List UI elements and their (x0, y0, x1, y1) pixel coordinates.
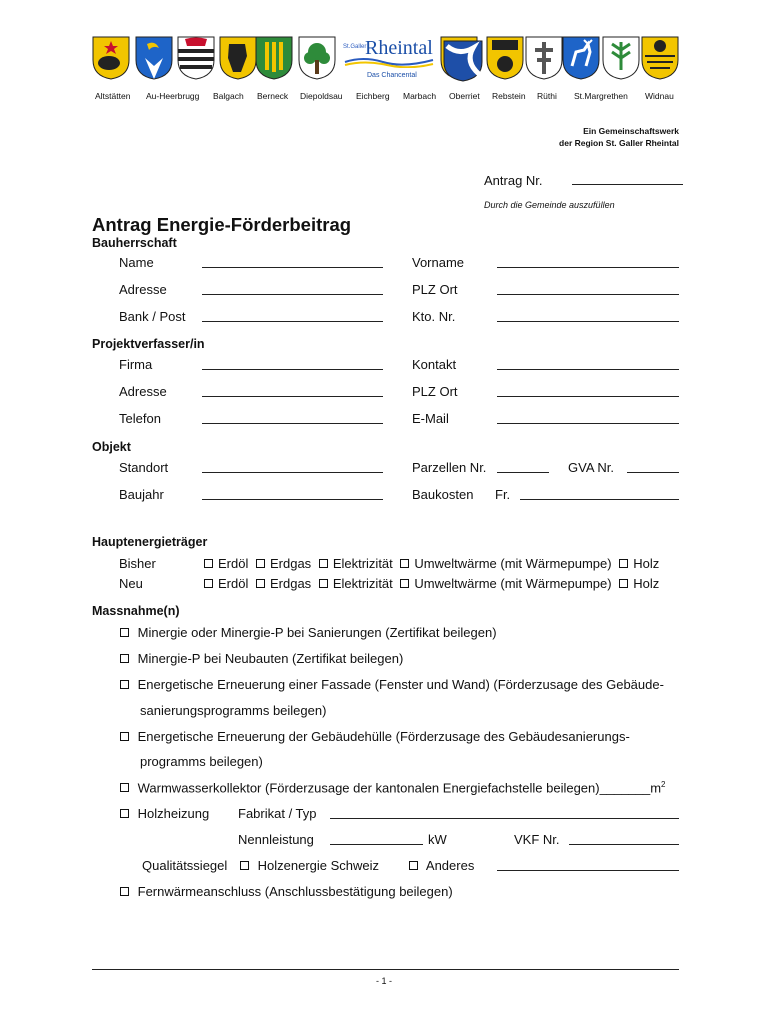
baujahr-field[interactable] (202, 499, 383, 500)
label-parzellen-nr: Parzellen Nr. (412, 460, 487, 475)
checkbox[interactable] (409, 861, 418, 870)
checkbox[interactable] (319, 559, 328, 568)
massnahme-warmwasserkollektor[interactable]: Warmwasserkollektor (Förderzusage der kantonalen Energiefachstelle $beilegen)\_\_\_\_\_\_\_m^2$ (120, 780, 666, 795)
fabrikat-typ-field[interactable] (330, 818, 679, 819)
checkbox[interactable] (204, 559, 213, 568)
adresse-field[interactable] (202, 294, 383, 295)
nennleistung-field[interactable] (330, 844, 423, 845)
baukosten-field[interactable] (520, 499, 679, 500)
berneck-crest-icon (219, 36, 257, 80)
logo-prefix: St.Galler (343, 44, 367, 50)
anderes-field[interactable] (497, 870, 679, 871)
st-margrethen-crest-icon (562, 36, 600, 80)
label-baujahr: Baujahr (119, 487, 164, 502)
checkbox[interactable] (256, 559, 265, 568)
altstaetten-crest-icon (92, 36, 130, 80)
label-vkf-nr: VKF Nr. (514, 832, 560, 847)
checkbox[interactable] (319, 579, 328, 588)
logo-tagline: Das Chancental (367, 72, 417, 79)
municipality-ruethi: Rüthi (537, 91, 557, 101)
vkf-nr-field[interactable] (569, 844, 679, 845)
municipality-au-heerbrugg: Au-Heerbrugg (146, 91, 200, 101)
name-field[interactable] (202, 267, 383, 268)
ruethi-crest-icon (525, 36, 563, 80)
parzellen-nr-field[interactable] (497, 472, 549, 473)
vorname-field[interactable] (497, 267, 679, 268)
municipality-altstaetten: Altstätten (95, 91, 131, 101)
standort-field[interactable] (202, 472, 383, 473)
label-adresse: Adresse (119, 282, 167, 297)
bisher-umweltwaerme-option[interactable]: Umweltwärme (mit Wärmepumpe) (400, 556, 611, 571)
gva-nr-field[interactable] (627, 472, 679, 473)
page-title: Antrag Energie-Förderbeitrag (92, 214, 352, 235)
massnahme-fassade[interactable]: Energetische Erneuerung einer Fassade (Fenster und Wand) (Förderzusage des Gebäude- (120, 677, 664, 692)
neu-umweltwaerme-option[interactable]: Umweltwärme (mit Wärmepumpe) (400, 576, 611, 591)
au-heerbrugg-crest-icon (135, 36, 173, 80)
bisher-options (204, 556, 663, 571)
massnahme-fernwaerme[interactable]: Fernwärmeanschluss (Anschlussbestätigung beilegen) (120, 884, 453, 899)
municipality-diepoldsau: Diepoldsau (300, 91, 343, 101)
massnahme-minergie-neubau[interactable]: Minergie-P bei Neubauten (Zertifikat beilegen) (120, 651, 403, 666)
massnahme-gebaeudehuelle-cont: programms beilegen) (140, 754, 263, 769)
diepoldsau-crest-icon (255, 36, 293, 80)
section-bauherrschaft: Bauherrschaft (92, 236, 177, 250)
checkbox[interactable] (256, 579, 265, 588)
label-gva-nr: GVA Nr. (568, 460, 614, 475)
massnahme-minergie-sanierung[interactable]: Minergie oder Minergie-P bei Sanierungen (Zertifikat beilegen) (120, 625, 497, 640)
checkbox[interactable] (120, 654, 129, 663)
rheintal-logo (343, 38, 435, 82)
bisher-erdoel-option[interactable]: Erdöl (204, 556, 248, 571)
municipality-widnau: Widnau (645, 91, 674, 101)
neu-elektrizitaet-option[interactable]: Elektrizität (319, 576, 393, 591)
footer-divider (92, 969, 679, 970)
label-plz-ort: PLZ Ort (412, 282, 458, 297)
checkbox[interactable] (400, 579, 409, 588)
label-standort: Standort (119, 460, 169, 475)
widnau-crest-2-icon (641, 36, 679, 80)
neu-erdgas-option[interactable]: Erdgas (256, 576, 311, 591)
section-projektverfasser: Projektverfasser/in (92, 337, 205, 351)
pv-plz-ort-field[interactable] (497, 396, 679, 397)
municipality-balgach: Balgach (213, 91, 244, 101)
label-pv-adresse: Adresse (119, 384, 167, 399)
bank-post-field[interactable] (202, 321, 383, 322)
kontakt-field[interactable] (497, 369, 679, 370)
massnahme-gebaeudehuelle[interactable]: Energetische Erneuerung der Gebäudehülle (Förderzusage des Gebäudesanierungs- (120, 729, 630, 744)
section-massnahmen: Massnahme(n) (92, 604, 180, 618)
neu-holz-option[interactable]: Holz (619, 576, 659, 591)
label-name: Name (119, 255, 154, 270)
community-block (559, 125, 679, 149)
label-vorname: Vorname (412, 255, 465, 270)
email-field[interactable] (497, 423, 679, 424)
checkbox[interactable] (204, 579, 213, 588)
massnahme-fassade-cont: sanierungsprogramms beilegen) (140, 703, 327, 718)
label-neu: Neu (119, 576, 143, 591)
oberriet-crest-icon (443, 40, 483, 82)
checkbox[interactable] (120, 628, 129, 637)
checkbox[interactable] (120, 783, 129, 792)
section-hauptenergietraeger: Hauptenergieträger (92, 535, 208, 549)
label-firma: Firma (119, 357, 153, 372)
firma-field[interactable] (202, 369, 383, 370)
neu-options (204, 576, 663, 591)
antrag-note: Durch die Gemeinde auszufüllen (484, 200, 615, 210)
municipality-eichberg: Eichberg (356, 91, 390, 101)
checkbox[interactable] (120, 887, 129, 896)
municipality-oberriet: Oberriet (449, 91, 480, 101)
plz-ort-field[interactable] (497, 294, 679, 295)
massnahme-holzheizung[interactable]: Holzheizung (120, 806, 209, 821)
pv-adresse-field[interactable] (202, 396, 383, 397)
antrag-nr-label: Antrag Nr. (484, 173, 543, 188)
municipality-marbach: Marbach (403, 91, 437, 101)
siegel-anderes[interactable]: Anderes (409, 858, 474, 873)
siegel-holzenergie-schweiz[interactable]: Holzenergie Schweiz (240, 858, 379, 873)
balgach-crest-icon (177, 36, 215, 80)
section-objekt: Objekt (92, 440, 131, 454)
neu-erdoel-option[interactable]: Erdöl (204, 576, 248, 591)
logo-main: Rheintal (365, 37, 433, 59)
label-kontakt: Kontakt (412, 357, 457, 372)
label-kw: kW (428, 832, 447, 847)
eichberg-crest-icon (298, 36, 336, 80)
checkbox[interactable] (120, 732, 129, 741)
checkbox[interactable] (240, 861, 249, 870)
checkbox[interactable] (120, 809, 129, 818)
bisher-erdgas-option[interactable]: Erdgas (256, 556, 311, 571)
label-baukosten: Baukosten (412, 487, 474, 502)
bisher-holz-option[interactable]: Holz (619, 556, 659, 571)
label-email: E-Mail (412, 411, 449, 426)
label-bisher: Bisher (119, 556, 156, 571)
bisher-elektrizitaet-option[interactable]: Elektrizität (319, 556, 393, 571)
antrag-nr-field[interactable] (572, 184, 683, 185)
label-kto-nr: Kto. Nr. (412, 309, 456, 324)
community-line-2: der Region St. Galler Rheintal (559, 138, 679, 148)
municipality-rebstein: Rebstein (492, 91, 526, 101)
checkbox[interactable] (400, 559, 409, 568)
label-pv-plz-ort: PLZ Ort (412, 384, 458, 399)
community-line-1: Ein Gemeinschaftswerk (583, 126, 679, 136)
label-bank-post: Bank / Post (119, 309, 186, 324)
municipality-berneck: Berneck (257, 91, 289, 101)
label-fr: Fr. (495, 487, 511, 502)
telefon-field[interactable] (202, 423, 383, 424)
checkbox[interactable] (120, 680, 129, 689)
label-qualitaetssiegel: Qualitätssiegel (142, 858, 228, 873)
label-nennleistung: Nennleistung (238, 832, 314, 847)
municipality-st-margrethen: St.Margrethen (574, 91, 628, 101)
rebstein-crest-icon (486, 36, 524, 80)
widnau-crest-1-icon (602, 36, 640, 80)
page-number: - 1 - (376, 976, 393, 986)
checkbox[interactable] (619, 579, 628, 588)
kto-nr-field[interactable] (497, 321, 679, 322)
checkbox[interactable] (619, 559, 628, 568)
label-fabrikat-typ: Fabrikat / Typ (238, 806, 317, 821)
label-telefon: Telefon (119, 411, 161, 426)
